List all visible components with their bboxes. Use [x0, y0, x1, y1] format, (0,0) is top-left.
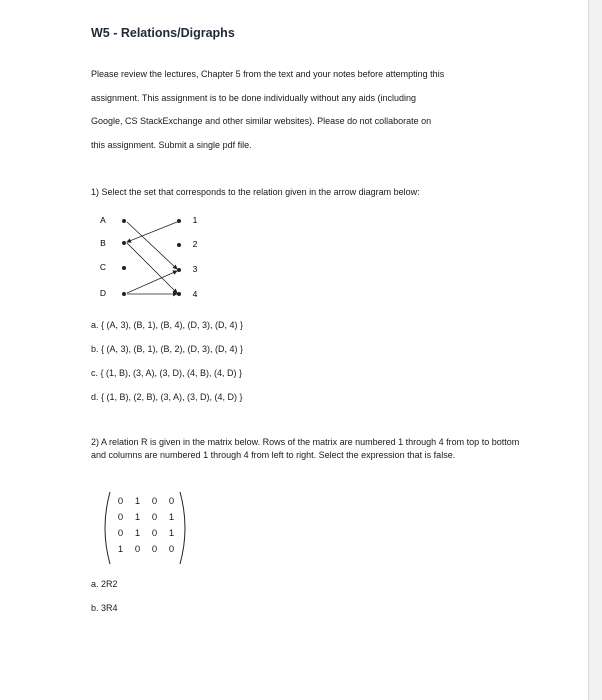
answer-option[interactable]: d. { (1, B), (2, B), (3, A), (3, D), (4, D) }	[91, 392, 243, 402]
node-label-2: 2	[192, 239, 198, 249]
matrix-cell: 1	[134, 528, 141, 539]
matrix-cell: 0	[151, 512, 158, 523]
matrix-cell: 0	[151, 496, 158, 507]
matrix-cell: 0	[151, 544, 158, 555]
answer-option[interactable]: c. { (1, B), (3, A), (3, D), (4, B), (4, D) }	[91, 368, 243, 378]
node-1	[177, 219, 181, 223]
node-3	[177, 268, 181, 272]
matrix-cell: 0	[117, 512, 124, 523]
node-label-4: 4	[192, 289, 198, 299]
question-1-options	[91, 318, 243, 414]
node-label-3: 3	[192, 264, 198, 274]
arrow-d-to-3	[127, 271, 177, 293]
matrix-cell: 1	[134, 496, 141, 507]
instructions	[91, 66, 531, 160]
matrix-cell: 0	[134, 544, 141, 555]
node-b	[122, 241, 126, 245]
page-title: W5 - Relations/Digraphs	[91, 26, 235, 40]
node-label-b: B	[100, 238, 106, 248]
intro-line: Google, CS StackExchange and other similar websites). Please do not collaborate on	[91, 116, 432, 126]
question-2-options	[91, 577, 118, 625]
node-label-a: A	[100, 215, 106, 225]
matrix-cell: 1	[168, 528, 175, 539]
intro-line: Please review the lectures, Chapter 5 from the text and your notes before attempting this	[91, 69, 445, 79]
matrix-cell: 1	[168, 512, 175, 523]
node-a	[122, 219, 126, 223]
matrix-cell: 1	[117, 544, 124, 555]
answer-option[interactable]: a. { (A, 3), (B, 1), (B, 4), (D, 3), (D, 4) }	[91, 320, 244, 330]
matrix-cell: 0	[151, 528, 158, 539]
matrix-cell: 0	[117, 528, 124, 539]
node-c	[122, 266, 126, 270]
relation-matrix	[98, 490, 190, 566]
answer-option[interactable]: b. 3R4	[91, 603, 118, 613]
intro-line: assignment. This assignment is to be done individually without any aids (including	[91, 92, 417, 103]
matrix-cell: 1	[134, 512, 141, 523]
arrow-a-to-3	[127, 222, 177, 269]
left-paren	[105, 492, 110, 564]
right-paren	[180, 492, 185, 564]
node-label-1: 1	[192, 215, 198, 225]
answer-option[interactable]: a. 2R2	[91, 579, 118, 589]
node-d	[122, 292, 126, 296]
answer-option[interactable]: b. { (A, 3), (B, 1), (B, 2), (D, 3), (D, 4) }	[91, 344, 244, 354]
node-4	[177, 292, 181, 296]
matrix-cell: 0	[117, 496, 124, 507]
arrow-1-to-b	[127, 222, 177, 242]
intro-line: this assignment. Submit a single pdf file.	[91, 139, 252, 150]
arrow-diagram	[95, 212, 215, 304]
matrix-cell: 0	[168, 544, 175, 555]
matrix-cells	[112, 494, 180, 558]
question-2-prompt: 2) A relation R is given in the matrix below. Rows of the matrix are numbered 1 through 4 from top to bottom and columns are numbered 1 through 4 from left to right. Select the expression that is false.	[91, 437, 520, 460]
node-2	[177, 243, 181, 247]
arrow-b-to-4	[127, 243, 177, 293]
matrix-cell: 0	[168, 496, 175, 507]
node-label-d: D	[99, 288, 107, 298]
node-label-c: C	[99, 262, 107, 272]
question-1-prompt: 1) Select the set that corresponds to the relation given in the arrow diagram below:	[91, 187, 420, 197]
